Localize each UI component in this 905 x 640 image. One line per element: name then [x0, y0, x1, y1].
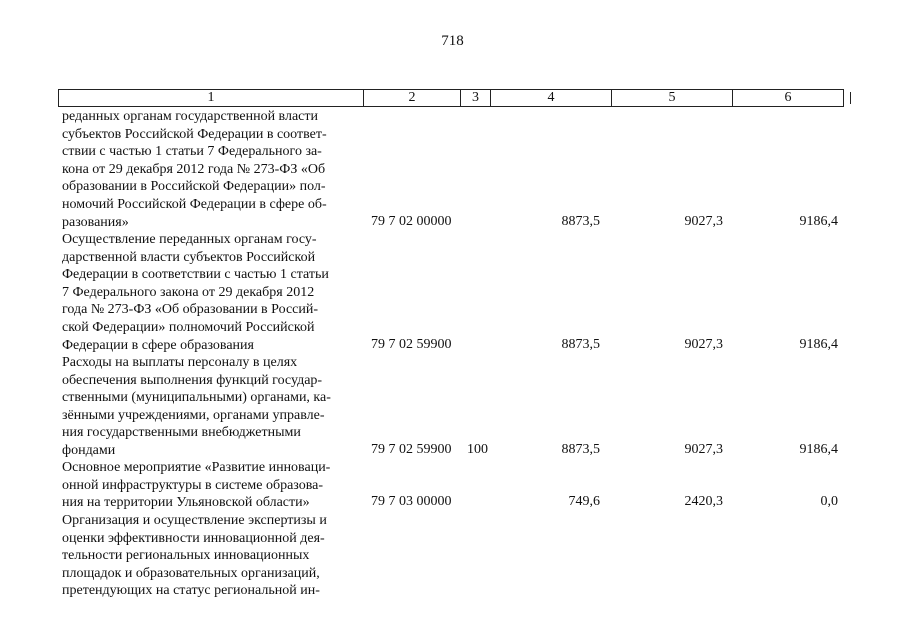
description-line: ния государственными внебюджетными — [62, 425, 301, 441]
description-line: онной инфраструктуры в системе образова- — [62, 477, 324, 493]
row-description — [62, 512, 360, 600]
description-line: ственными (муниципальными) органами, ка- — [62, 390, 331, 406]
row-value-col4: 8873,5 — [561, 337, 600, 352]
description-line: площадок и образовательных организаций, — [62, 565, 320, 581]
row-code: 79 7 02 59900 — [371, 442, 452, 457]
row-value-col4: 8873,5 — [561, 442, 600, 457]
description-line: дарственной власти субъектов Российской — [62, 249, 316, 265]
header-col-1: 1 — [59, 90, 364, 106]
row-code: 79 7 02 59900 — [371, 337, 452, 352]
row-value-col6: 9186,4 — [799, 442, 838, 457]
description-line: Основное мероприятие «Развитие инноваци- — [62, 460, 331, 475]
row-value-col6: 0,0 — [820, 494, 838, 509]
header-col-2: 2 — [364, 90, 461, 106]
row-description — [62, 459, 360, 512]
description-line: ствии с частью 1 статьи 7 Федерального за- — [62, 144, 322, 160]
row-value-col5: 9027,3 — [684, 337, 723, 352]
description-line: 7 Федерального закона от 29 декабря 2012 — [62, 284, 315, 300]
description-line: образовании в Российской Федерации» пол- — [62, 179, 326, 195]
description-line: фондами — [62, 442, 116, 458]
description-line: претендующих на статус региональной ин- — [62, 583, 320, 599]
header-col-3: 3 — [461, 90, 491, 106]
description-line: ния на территории Ульяновской области» — [62, 495, 310, 511]
row-value-col4: 749,6 — [568, 494, 600, 509]
row-description — [62, 231, 360, 354]
description-line: кона от 29 декабря 2012 года № 273-ФЗ «Об — [62, 161, 326, 177]
description-line: года № 273-ФЗ «Об образовании в Россий- — [62, 302, 319, 318]
description-line: Расходы на выплаты персоналу в целях — [62, 355, 298, 370]
description-line: субъектов Российской Федерации в соответ- — [62, 126, 327, 142]
header-col-5: 5 — [612, 90, 733, 106]
row-code: 79 7 02 00000 — [371, 214, 452, 229]
row-value-col5: 2420,3 — [684, 494, 723, 509]
description-line: оценки эффективности инновационной дея- — [62, 530, 325, 546]
description-line: обеспечения выполнения функций государ- — [62, 372, 323, 388]
row-expense-kind: 100 — [467, 442, 488, 457]
header-col-4: 4 — [491, 90, 612, 106]
row-description — [62, 354, 360, 460]
header-col-6: 6 — [784, 90, 792, 105]
row-code: 79 7 03 00000 — [371, 494, 452, 509]
description-line: Осуществление переданных органам госу- — [62, 232, 317, 247]
header-edge-mark — [850, 92, 851, 104]
row-value-col6: 9186,4 — [799, 214, 838, 229]
row-value-col6: 9186,4 — [799, 337, 838, 352]
description-line: ской Федерации» полномочий Российской — [62, 319, 315, 335]
description-line: разования» — [62, 214, 129, 230]
row-value-col5: 9027,3 — [684, 214, 723, 229]
row-value-col5: 9027,3 — [684, 442, 723, 457]
description-line: Федерации в сфере образования — [62, 337, 254, 353]
description-line: Федерации в соответствии с частью 1 статьи — [62, 267, 329, 283]
row-value-col4: 8873,5 — [561, 214, 600, 229]
description-line: Организация и осуществление экспертизы и — [62, 513, 327, 528]
row-description — [62, 108, 360, 231]
description-line: зёнными учреждениями, органами управле- — [62, 407, 325, 423]
description-line: реданных органам государственной власти — [62, 109, 319, 124]
page-number: 718 — [441, 33, 464, 49]
table-header — [58, 89, 844, 107]
description-line: номочий Российской Федерации в сфере об- — [62, 196, 327, 212]
description-line: тельности региональных инновационных — [62, 548, 310, 564]
